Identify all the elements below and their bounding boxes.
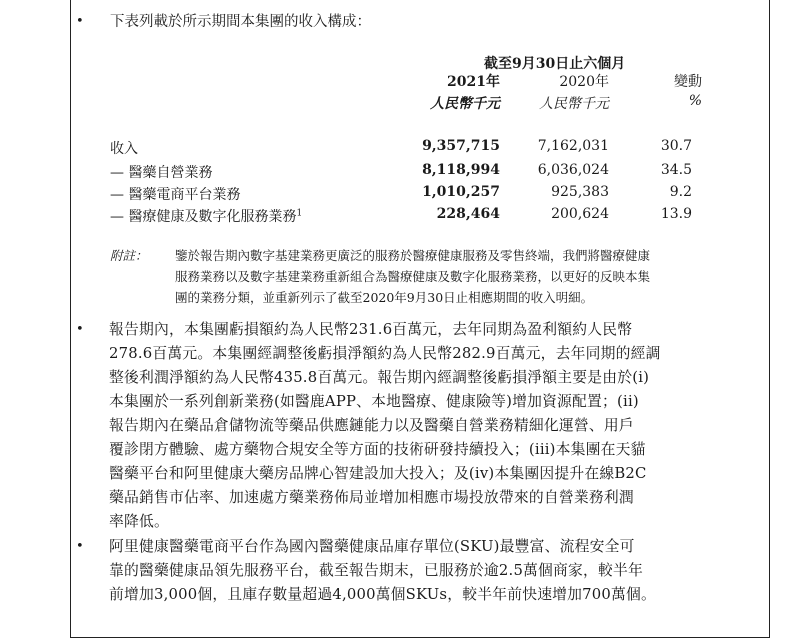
row-value-2020: 200,624	[551, 206, 609, 222]
unit-change: %	[688, 93, 702, 109]
row-value-2021: 9,357,715	[422, 138, 500, 154]
note-body	[175, 245, 765, 308]
paragraph-line: 整後利潤淨額約為人民幣435.8百萬元。報告期內經調整後虧損淨額主要是由於(i)	[109, 369, 650, 386]
paragraph-line: 報告期內在藥品倉儲物流等藥品供應鏈能力以及醫藥自營業務精細化運營、用戶	[109, 417, 634, 434]
row-value-2021: 8,118,994	[422, 162, 500, 178]
bullet-marker: •	[76, 14, 84, 29]
row-change: 13.9	[660, 206, 692, 222]
row-value-2021: 1,010,257	[422, 184, 500, 200]
paragraph-line: 藥品銷售市佔率、加速處方藥業務佈局並增加相應市場投放帶來的自營業務利潤	[109, 489, 634, 506]
paragraph-line: 前增加3,000個，且庫存數量超過4,000萬個SKUs，較半年前快速增加700萬個。	[109, 586, 657, 603]
row-value-2021: 228,464	[436, 206, 500, 222]
bullet-marker: •	[76, 322, 84, 337]
row-value-2020: 7,162,031	[537, 138, 609, 154]
col-header-change: 變動	[674, 74, 702, 90]
platform-paragraph	[109, 535, 656, 607]
note-line: 鑒於報告期內數字基建業務更廣泛的服務於醫療健康服務及零售終端，我們將醫療健康	[175, 248, 651, 263]
paragraph-line: 醫藥平台和阿里健康大藥房品牌心智建設加大投入；及(iv)本集團因提升在線B2C	[109, 465, 647, 482]
row-label: — 醫藥自營業務	[110, 165, 213, 181]
note-line: 服務業務以及數字基建業務重新組合為醫療健康及數字化服務業務，以更好的反映本集	[175, 269, 651, 284]
paragraph-line: 本集團於一系列創新業務(如醫鹿APP、本地醫療、健康險等)增加資源配置；(ii)	[109, 393, 639, 410]
intro-text: 下表列載於所示期間本集團的收入構成：	[110, 14, 371, 30]
loss-paragraph	[109, 318, 661, 534]
unit-2021: 人民幣千元	[430, 96, 500, 112]
period-header: 截至9月30日止六個月	[484, 56, 626, 72]
row-label: — 醫藥電商平台業務	[110, 187, 241, 203]
paragraph-line: 靠的醫藥健康品領先服務平台，截至報告期末，已服務於逾2.5萬個商家，較半年	[109, 562, 644, 579]
unit-2020: 人民幣千元	[539, 96, 609, 112]
row-change: 30.7	[660, 138, 692, 154]
col-header-2020: 2020年	[559, 74, 609, 90]
col-header-2021: 2021年	[447, 74, 500, 90]
bullet-marker: •	[76, 539, 84, 554]
note-line: 團的業務分類，並重新列示了截至2020年9月30日止相應期間的收入明細。	[175, 290, 594, 305]
paragraph-line: 報告期內，本集團虧損額約為人民幣231.6百萬元，去年同期為盈利額約人民幣	[109, 321, 633, 338]
row-value-2020: 6,036,024	[537, 162, 609, 178]
paragraph-line: 率降低。	[109, 513, 169, 530]
paragraph-line: 阿里健康醫藥電商平台作為國內醫藥健康品庫存單位(SKU)最豐富、流程安全可	[109, 538, 635, 555]
row-change: 34.5	[660, 162, 692, 178]
row-label	[110, 206, 302, 226]
row-label: 收入	[110, 141, 138, 157]
row-value-2020: 925,383	[551, 184, 609, 200]
note-label: 附註：	[110, 248, 148, 263]
row-label-text: — 醫療健康及數字化服務業務	[110, 209, 297, 225]
row-change: 9.2	[669, 184, 692, 200]
paragraph-line: 覆診閉方體驗、處方藥物合規安全等方面的技術研發持續投入；(iii)本集團在天貓	[109, 441, 646, 458]
footnote-marker: 1	[296, 208, 303, 219]
paragraph-line: 278.6百萬元。本集團經調整後虧損淨額約為人民幣282.9百萬元，去年同期的經調	[109, 345, 661, 362]
